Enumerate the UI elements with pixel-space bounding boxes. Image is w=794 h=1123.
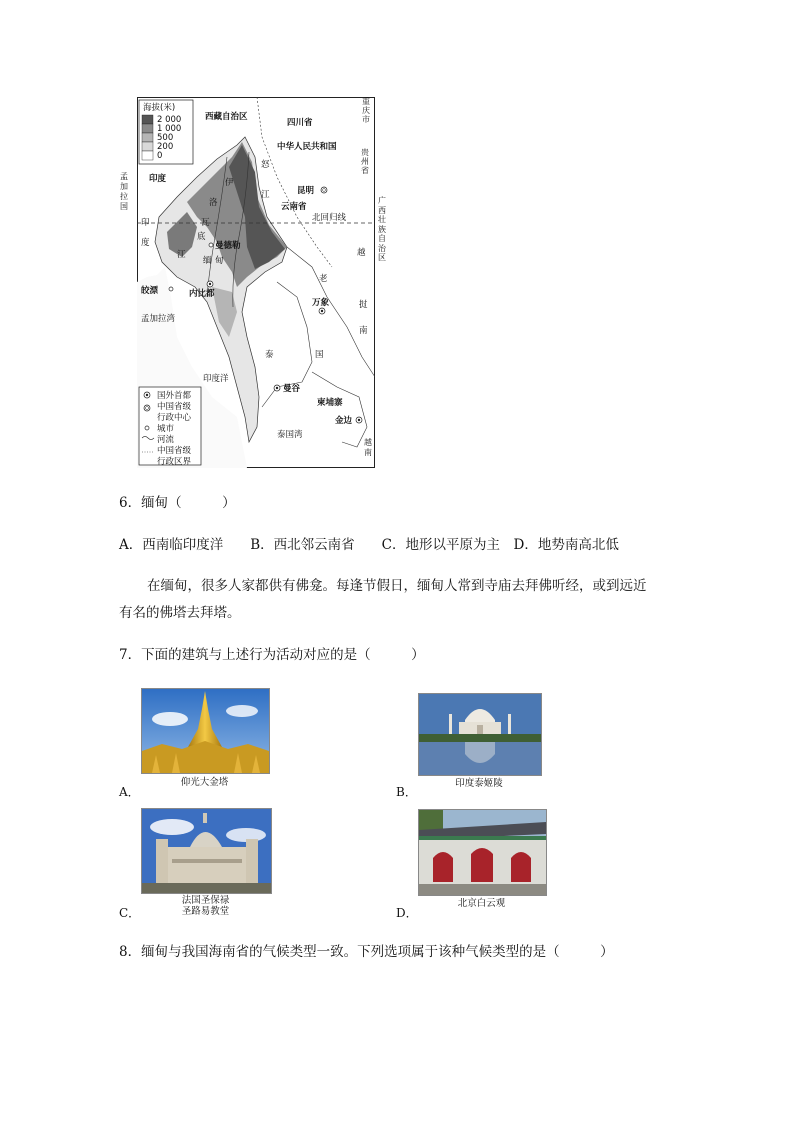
q7-stem: 7．下面的建筑与上述行为活动对应的是（ ） xyxy=(119,647,425,663)
photo-taj-mahal xyxy=(418,693,542,776)
legend-value: 1 000 xyxy=(157,124,182,134)
q6-options: A．西南临印度洋 B．西北邻云南省 C．地形以平原为主 D．地势南高北低 xyxy=(119,537,619,553)
symbol-legend: 行政区界 xyxy=(157,457,192,467)
symbol-legend: 行政中心 xyxy=(157,413,192,423)
map-label-bangladesh-outside: 孟加拉国 xyxy=(120,172,128,211)
map-label-sichuan: 四川省 xyxy=(287,118,313,128)
map-label-tibet: 西藏自治区 xyxy=(205,112,248,122)
symbol-legend: 中国省级 xyxy=(157,446,192,456)
photo-st-pauls xyxy=(141,808,272,894)
map-label-gulf-thailand: 泰国湾 xyxy=(277,430,303,440)
symbol-legend: 河流 xyxy=(157,435,175,445)
map-label-du: 度 xyxy=(141,238,150,248)
q7-option-d-letter: D． xyxy=(396,906,418,920)
q7-option-b-letter: B． xyxy=(396,785,417,799)
legend-value: 2 000 xyxy=(157,115,182,125)
caption-st-pauls-2: 圣路易教堂 xyxy=(181,906,230,917)
caption-shwedagon: 仰光大金塔 xyxy=(180,777,229,788)
map-label-nu: 怒 xyxy=(261,160,270,170)
map-label-jiang-nu: 江 xyxy=(261,190,270,200)
symbol-legend: 城市 xyxy=(157,424,175,434)
map-label-laos: 老 xyxy=(319,274,328,284)
q8-stem: 8．缅甸与我国海南省的气候类型一致。下列选项属于该种气候类型的是（ ） xyxy=(119,944,614,960)
map-label-sittwe: 皎漂 xyxy=(141,286,159,296)
map-label-vientiane: 万象 xyxy=(312,298,330,308)
map-label-naypyidaw: 内比都 xyxy=(189,289,215,299)
legend-value: 0 xyxy=(157,151,163,161)
map-label-bay-of-bengal: 孟加拉湾 xyxy=(141,314,176,324)
map-label-bangkok: 曼谷 xyxy=(283,384,301,394)
map-label-guangxi-outside: 广西壮族自治区 xyxy=(378,196,386,262)
caption-baiyun-temple: 北京白云观 xyxy=(457,898,506,909)
legend-value: 500 xyxy=(157,133,174,143)
map-label-vietnam-s: 越南 xyxy=(364,438,372,457)
legend-title: 海拔(米) xyxy=(143,103,176,113)
map-label-tropic: 北回归线 xyxy=(312,213,347,223)
legend-value: 200 xyxy=(157,142,174,152)
map-label-wa: 瓦 xyxy=(201,218,210,228)
map-label-yi: 伊 xyxy=(225,178,234,188)
symbol-legend: 中国省级 xyxy=(157,402,192,412)
q7-option-c-letter: C． xyxy=(119,906,141,920)
map-label-china: 中华人民共和国 xyxy=(277,142,337,152)
map-label-nanam: 南 xyxy=(359,326,368,336)
map-label-jiang-yi: 江 xyxy=(177,250,186,260)
map-label-di: 底 xyxy=(197,232,206,242)
map-label-mandalay: 曼德勒 xyxy=(215,241,241,251)
photo-baiyun-temple xyxy=(418,809,547,896)
photo-shwedagon xyxy=(141,688,270,774)
map-label-yunnan: 云南省 xyxy=(281,202,307,212)
caption-st-pauls-1: 法国圣保禄 xyxy=(181,895,230,906)
map-label-indian-ocean: 印度洋 xyxy=(203,374,229,384)
map-label-guizhou-outside: 贵州省 xyxy=(361,148,369,175)
symbol-legend: 国外首都 xyxy=(157,391,192,401)
map-label-kunming: 昆明 xyxy=(297,186,315,196)
q7-option-a-letter: A． xyxy=(119,785,140,799)
map-label-thailand1: 泰 xyxy=(265,350,274,360)
map-label-phnom-penh: 金边 xyxy=(335,416,353,426)
map-label-india: 印度 xyxy=(149,174,167,184)
map-label-cambodia: 柬埔寨 xyxy=(317,398,343,408)
caption-taj-mahal: 印度泰姬陵 xyxy=(455,778,503,789)
passage-line: 有名的佛塔去拜塔。 xyxy=(119,605,241,621)
map-label-vietnam: 越 xyxy=(357,248,366,258)
map-label-thailand2: 国 xyxy=(315,350,324,360)
passage-line: 在缅甸，很多人家都供有佛龛。每逢节假日，缅甸人常到寺庙去拜佛听经，或到远近 xyxy=(147,578,647,594)
myanmar-map xyxy=(137,97,375,468)
map-label-chongqing-outside: 重庆市 xyxy=(362,97,370,124)
map-label-yin: 印 xyxy=(141,218,150,228)
map-label-wo: 挝 xyxy=(359,300,368,310)
map-label-myanmar1: 缅 xyxy=(203,256,212,266)
map-label-luo: 洛 xyxy=(209,198,218,208)
q6-stem: 6．缅甸（ ） xyxy=(119,495,236,511)
map-label-myanmar2: 甸 xyxy=(215,256,224,266)
